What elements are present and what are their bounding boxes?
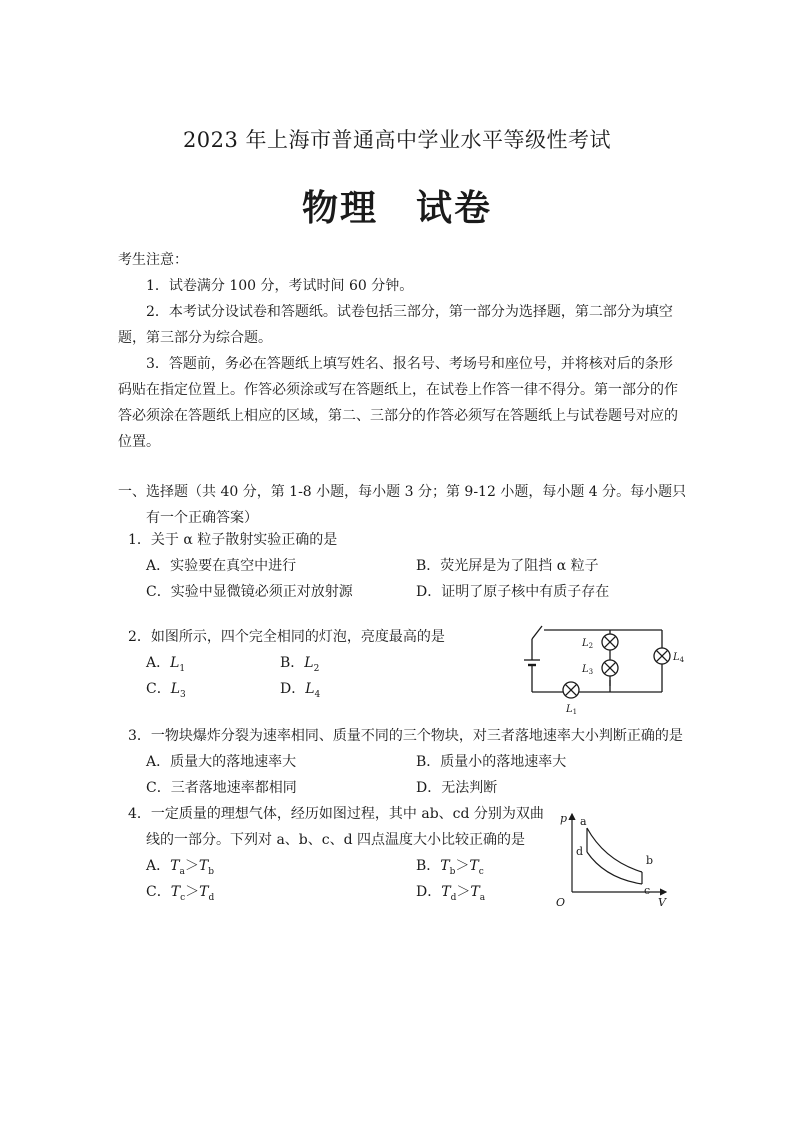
q4-option-c: C．$T_c>T_d$	[146, 884, 215, 903]
notice-item-3: 3．答题前，务必在答题纸上填写姓名、报名号、考场号和座位号，并将核对后的条形码贴在指定位置上。作答必须涂或写在答题纸上，在试卷上作答一律不得分。第一部分的作答必须涂在答题纸上相应的区域，第二、三部分的作答必须写在答题纸上与试卷题号对应的位置。	[118, 356, 678, 450]
q4-option-a: A．$T_a>T_b$	[146, 858, 214, 877]
subject-title: 物理 试卷	[301, 188, 492, 229]
point-d-label: d	[576, 845, 584, 858]
q3-option-c: C．三者落地速率都相同	[146, 780, 297, 796]
q1-stem: 1．关于 α 粒子散射实验正确的是	[128, 532, 338, 548]
q2-stem: 2．如图所示，四个完全相同的灯泡，亮度最高的是	[128, 629, 445, 645]
lamp-L1	[563, 682, 579, 698]
curve-dc	[587, 852, 642, 884]
exam-title: 2023 年上海市普通高中学业水平等级性考试	[182, 128, 612, 152]
section1-heading-line1: 一、选择题（共 40 分，第 1-8 小题，每小题 3 分；第 9-12 小题，每小题 4 分。每小题只	[118, 484, 687, 500]
point-c-label: c	[644, 884, 651, 897]
q2-option-d: D．$L_4$	[280, 681, 321, 700]
q1-option-b: B．荧光屏是为了阻挡 α 粒子	[416, 558, 599, 574]
q2-option-c: C．$L_3$	[146, 681, 186, 700]
q4-pv-graph	[550, 808, 680, 910]
q2-circuit-diagram	[520, 614, 690, 716]
notice-item-1: 1．试卷满分 100 分，考试时间 60 分钟。	[146, 278, 414, 294]
notice-heading: 考生注意：	[118, 252, 188, 268]
q3-option-a: A．质量大的落地速率大	[146, 754, 297, 770]
label-L1: $L_1$	[566, 704, 578, 716]
origin-label: O	[556, 896, 566, 909]
label-L2: $L_2$	[582, 638, 594, 650]
notice-item-2: 2．本考试分设试卷和答题纸。试卷包括三部分，第一部分为选择题，第二部分为填空题，第三部分为综合题。	[118, 304, 673, 346]
p-axis-label: p	[560, 812, 568, 825]
q1-option-d: D．证明了原子核中有质子存在	[416, 584, 610, 600]
section1-heading-line2: 有一个正确答案）	[146, 510, 258, 526]
q4-stem-line2: 线的一部分。下列对 a、b、c、d 四点温度大小比较正确的是	[146, 832, 526, 848]
q3-option-b: B．质量小的落地速率大	[416, 754, 567, 770]
q2-option-a: A．$L_1$	[146, 655, 186, 674]
q3-stem: 3．一物块爆炸分裂为速率相同、质量不同的三个物块，对三者落地速率大小判断正确的是	[128, 728, 683, 744]
lamp-L4	[654, 648, 670, 664]
q3-option-d: D．无法判断	[416, 780, 498, 796]
q4-option-d: D．$T_d>T_a$	[416, 884, 486, 903]
label-L3: $L_3$	[582, 664, 594, 676]
label-L4: $L_4$	[673, 652, 685, 664]
lamp-L3	[602, 660, 618, 676]
point-b-label: b	[646, 854, 654, 867]
q2-option-b: B．$L_2$	[280, 655, 320, 674]
curve-ab	[587, 828, 642, 872]
lamp-L2	[602, 634, 618, 650]
switch-blade	[532, 626, 542, 639]
point-a-label: a	[580, 815, 587, 828]
q1-option-c: C．实验中显微镜必须正对放射源	[146, 584, 353, 600]
v-axis-label: V	[658, 896, 666, 909]
q4-option-b: B．$T_b>T_c$	[416, 858, 484, 877]
q4-stem-line1: 4．一定质量的理想气体，经历如图过程，其中 ab、cd 分别为双曲	[128, 806, 544, 822]
q1-option-a: A．实验要在真空中进行	[146, 558, 297, 574]
